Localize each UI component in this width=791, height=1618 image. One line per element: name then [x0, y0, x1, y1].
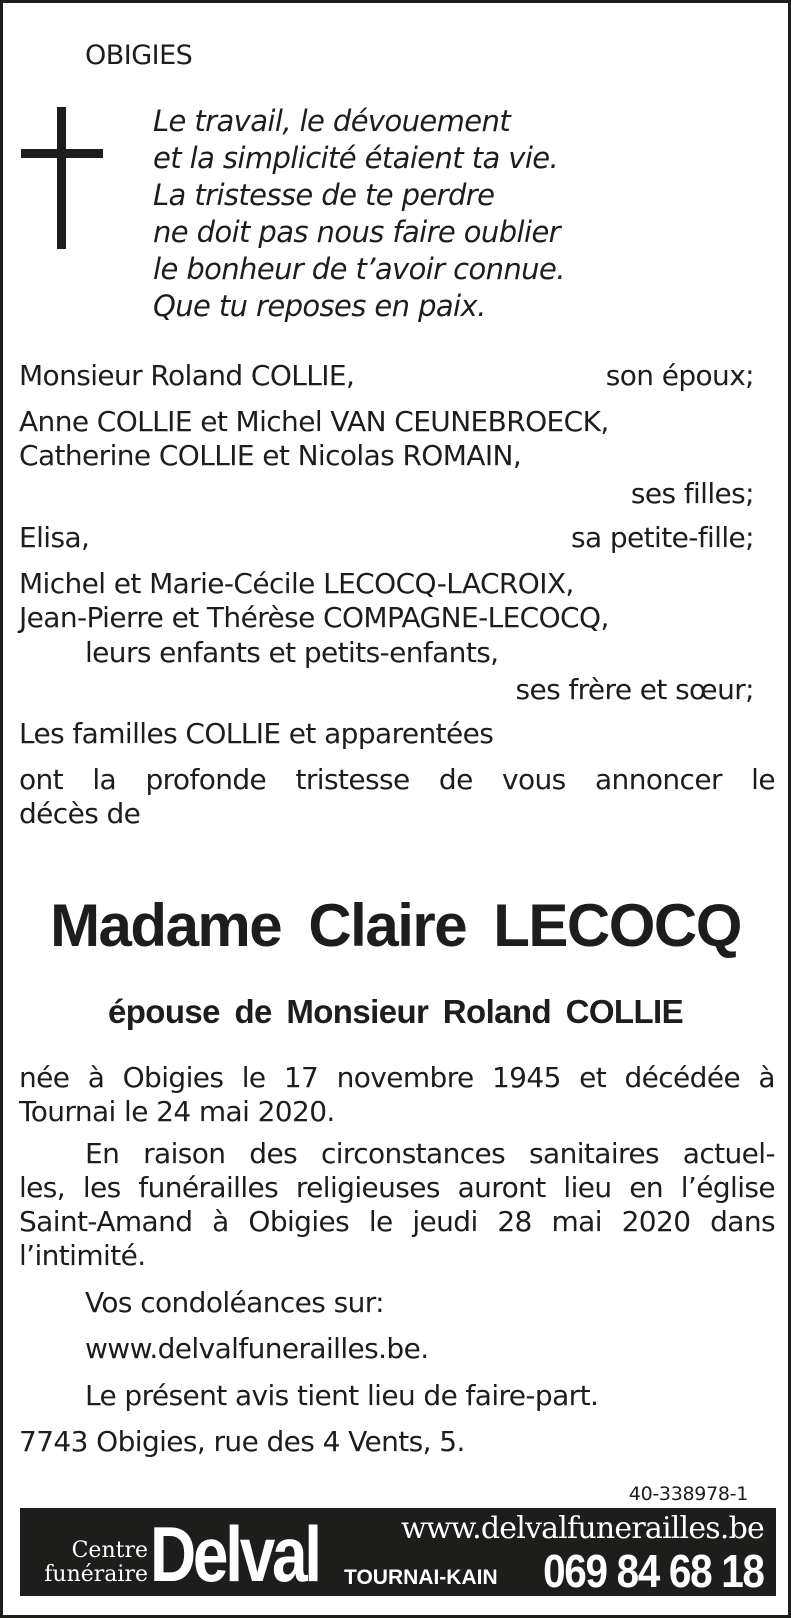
footer-phone: 069 84 68 18 [543, 1545, 764, 1597]
poem-line: et la simplicité étaient ta vie. [153, 141, 559, 175]
granddaughter-relation: sa petite-fille; [571, 521, 754, 554]
daughter-line: Catherine COLLIE et Nicolas ROMAIN, [19, 439, 522, 472]
funeraire-line: funéraire [44, 1562, 148, 1587]
village-heading: OBIGIES [85, 40, 193, 71]
reference-number: 40-338978-1 [628, 1483, 748, 1505]
daughter-line: Anne COLLIE et Michel VAN CEUNEBROECK, [19, 405, 609, 438]
funeral-line: En raison des circonstances sanitaires actuel- [85, 1137, 775, 1170]
deceased-name: Madame Claire LECOCQ [50, 892, 741, 959]
funeral-line: l’intimité. [19, 1239, 146, 1272]
centre-funeraire-label [44, 1539, 148, 1587]
birth-death-line: née à Obigies le 17 novembre 1945 et décédée à [19, 1061, 775, 1094]
husband-relation: son époux; [605, 359, 754, 392]
families-line: Les familles COLLIE et apparentées [19, 717, 494, 750]
poem-line: le bonheur de t’avoir connue. [153, 252, 565, 286]
announcement-line: ont la profonde tristesse de vous annoncer le [19, 763, 775, 796]
footer-city: TOURNAI-KAIN [344, 1566, 498, 1589]
brand-logo-text: Delval [150, 1510, 319, 1598]
birth-death-line: Tournai le 24 mai 2020. [19, 1095, 335, 1128]
condolences-label: Vos condoléances sur: [85, 1286, 384, 1319]
cross-horizontal-bar [21, 149, 103, 158]
poem-line: Que tu reposes en paix. [153, 289, 486, 323]
siblings-children: leurs enfants et petits-enfants, [85, 636, 499, 669]
spouse-line: épouse de Monsieur Roland COLLIE [107, 993, 684, 1030]
poem [153, 103, 565, 325]
notice-line: Le présent avis tient lieu de faire-part. [85, 1379, 599, 1412]
poem-line: ne doit pas nous faire oublier [153, 215, 561, 249]
granddaughter-name: Elisa, [19, 521, 90, 554]
centre-line: Centre [71, 1538, 148, 1563]
footer-website: www.delvalfunerailles.be [401, 1511, 764, 1546]
poem-line: Le travail, le dévouement [153, 104, 511, 138]
funeral-line: les, les funérailles religieuses auront lieu en l’église [19, 1171, 775, 1204]
announcement-line: décès de [19, 797, 141, 830]
daughters-relation: ses filles; [630, 477, 754, 510]
sibling-line: Michel et Marie-Cécile LECOCQ-LACROIX, [19, 567, 574, 600]
husband-name: Monsieur Roland COLLIE, [19, 359, 355, 392]
condolences-website: www.delvalfunerailles.be. [85, 1332, 429, 1365]
funeral-line: Saint-Amand à Obigies le jeudi 28 mai 2020 dans [19, 1205, 775, 1238]
address-line: 7743 Obigies, rue des 4 Vents, 5. [19, 1425, 465, 1458]
funeral-home-banner [20, 1508, 776, 1596]
poem-line: La tristesse de te perdre [153, 178, 495, 212]
sibling-line: Jean-Pierre et Thérèse COMPAGNE-LECOCQ, [19, 601, 609, 634]
siblings-relation: ses frère et sœur; [515, 673, 754, 706]
cross-vertical-bar [57, 107, 66, 249]
